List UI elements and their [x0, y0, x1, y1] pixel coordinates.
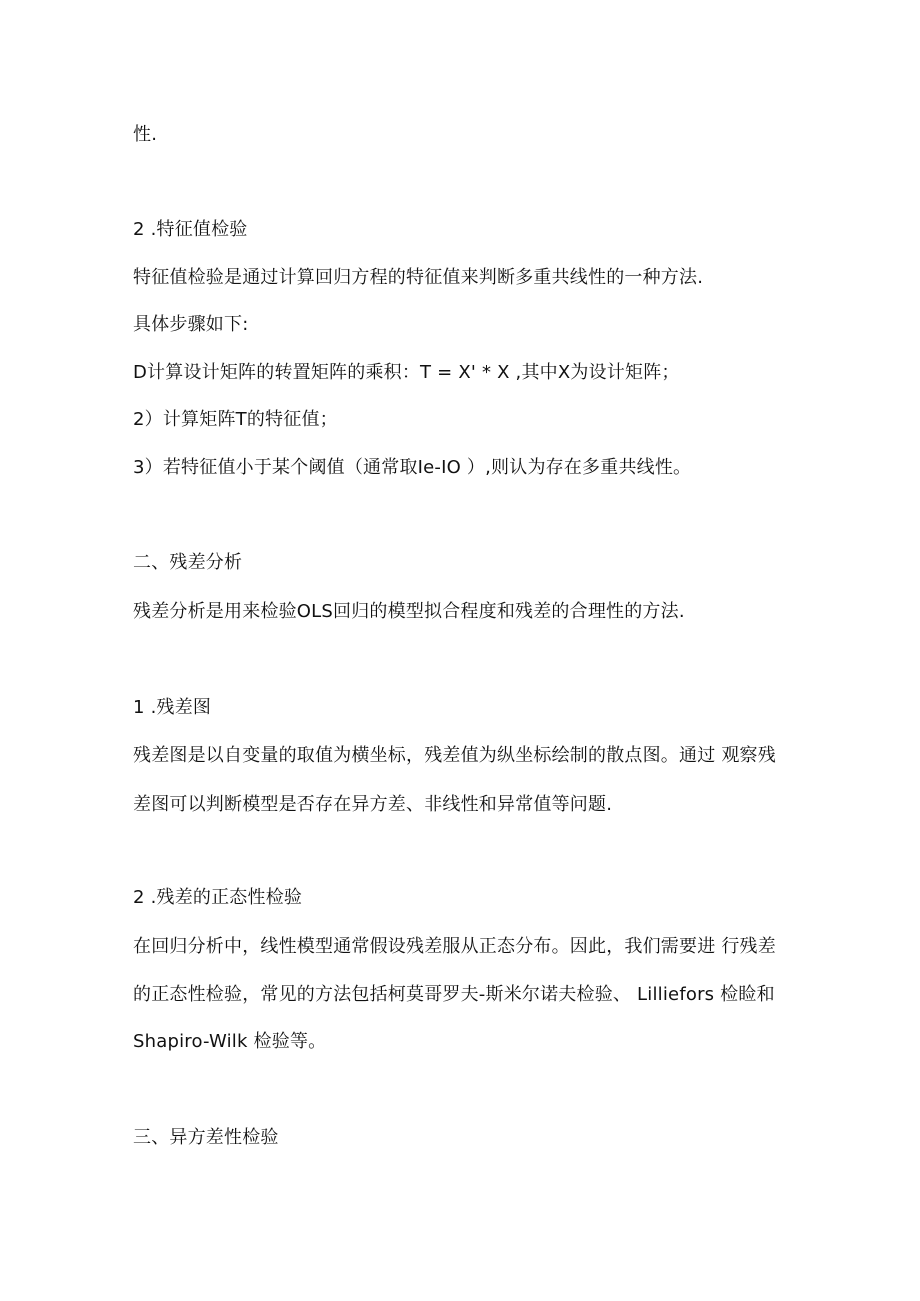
paragraph-normality-line-3: Shapiro-Wilk 检验等。 [133, 1031, 327, 1052]
heading-normality-test: 2 .残差的正态性检验 [133, 887, 303, 908]
paragraph-normality-line-2: 的正态性检验，常见的方法包括柯莫哥罗夫-斯米尔诺夫检验、 Lilliefors 检睑和 [133, 984, 775, 1005]
paragraph-residual-plot-line-1: 残差图是以自变量的取值为横坐标，残差值为纵坐标绘制的散点图。通过 观察残 [133, 745, 776, 766]
text-steps-label: 具体步骤如下: [133, 314, 249, 335]
list-item-step-3: 3）若特征值小于某个阈值（通常取Ie-IO ）,则认为存在多重共线性。 [133, 457, 692, 478]
heading-heteroscedasticity-test: 三、异方差性检验 [133, 1127, 279, 1148]
paragraph-eigenvalue-intro: 特征值检验是通过计算回归方程的特征值来判断多重共线性的一种方法. [133, 267, 704, 288]
paragraph-residual-intro: 残差分析是用来检验OLS回归的模型拟合程度和残差的合理性的方法. [133, 601, 685, 622]
heading-residual-analysis: 二、残差分析 [133, 552, 243, 573]
list-item-step-1: D计算设计矩阵的转置矩阵的乘积：T = X' * X ,其中X为设计矩阵； [133, 362, 680, 383]
heading-eigenvalue-test: 2 .特征值检验 [133, 219, 248, 240]
text-line-continuation: 性. [133, 124, 158, 145]
paragraph-residual-plot-line-2: 差图可以判断模型是否存在异方差、非线性和异常值等问题. [133, 794, 613, 815]
list-item-step-2: 2）计算矩阵T的特征值； [133, 409, 338, 430]
heading-residual-plot: 1 .残差图 [133, 697, 212, 718]
paragraph-normality-line-1: 在回归分析中，线性模型通常假设残差服从正态分布。因此，我们需要进 行残差 [133, 936, 776, 957]
